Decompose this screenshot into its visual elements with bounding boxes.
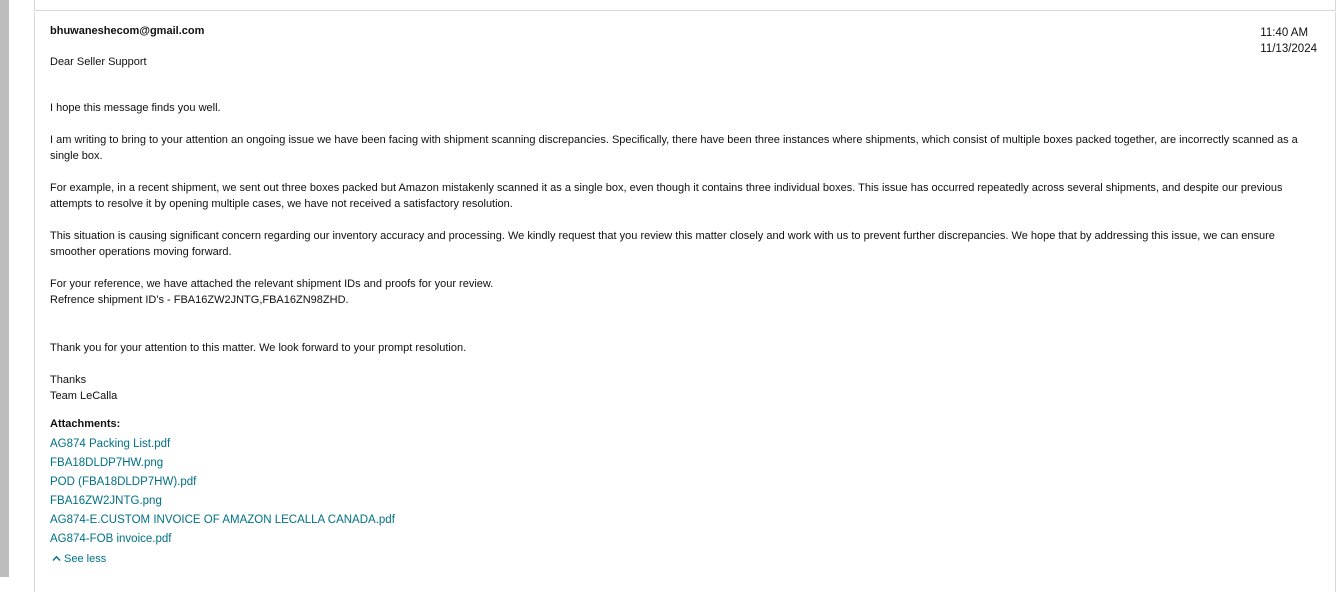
left-scroll-rail — [0, 0, 9, 577]
attachment-link[interactable]: FBA18DLDP7HW.png — [50, 457, 164, 469]
email-message-card — [34, 12, 1336, 592]
see-less-label: See less — [64, 553, 107, 565]
body-paragraph: Thank you for your attention to this matter. We look forward to your prompt resolution. — [50, 342, 467, 354]
attachments-list — [50, 435, 395, 549]
body-paragraph: For your reference, we have attached the relevant shipment IDs and proofs for your review. — [50, 278, 494, 290]
shipment-ids-line: Refrence shipment ID's - FBA16ZW2JNTG,FBA16ZN98ZHD. — [50, 294, 349, 306]
attachment-link[interactable]: FBA16ZW2JNTG.png — [50, 495, 162, 507]
sender-email: bhuwaneshecom@gmail.com — [50, 25, 205, 37]
signature: Team LeCalla — [50, 390, 118, 402]
attachment-link[interactable]: AG874 Packing List.pdf — [50, 438, 171, 450]
chevron-up-icon — [52, 554, 61, 565]
email-body — [50, 54, 1300, 404]
attachment-link[interactable]: AG874-E.CUSTOM INVOICE OF AMAZON LECALLA CANADA.pdf — [50, 514, 395, 526]
attachment-link[interactable]: AG874-FOB invoice.pdf — [50, 533, 172, 545]
greeting: Dear Seller Support — [50, 56, 147, 68]
message-time: 11:40 AM — [1260, 27, 1309, 39]
message-date: 11/13/2024 — [1260, 43, 1317, 55]
signoff: Thanks — [50, 374, 87, 386]
see-less-button[interactable] — [52, 553, 106, 565]
body-paragraph: For example, in a recent shipment, we sent out three boxes packed but Amazon mistakenly scanned it as a single box, even though it contains three individual boxes. This issue has occurred repeatedly across several shipments, and despite our previous attempts to resolve it by opening multiple cases, we have not received a satisfactory resolution. — [50, 182, 1283, 210]
body-paragraph: This situation is causing significant concern regarding our inventory accuracy and processing. We kindly request that you review this matter closely and work with us to prevent further discrepancies. We hope that by addressing this issue, we can ensure smoother operations moving forward. — [50, 230, 1275, 258]
message-timestamp — [1260, 25, 1317, 57]
body-paragraph: I am writing to bring to your attention an ongoing issue we have been facing with shipment scanning discrepancies. Specifically, there have been three instances where shipments, which consist of multiple boxes packed together, are incorrectly scanned as a single box. — [50, 134, 1298, 162]
attachments-heading: Attachments: — [50, 418, 121, 430]
previous-message-edge — [34, 0, 1336, 11]
attachment-link[interactable]: POD (FBA18DLDP7HW).pdf — [50, 476, 197, 488]
body-paragraph: I hope this message finds you well. — [50, 102, 221, 114]
